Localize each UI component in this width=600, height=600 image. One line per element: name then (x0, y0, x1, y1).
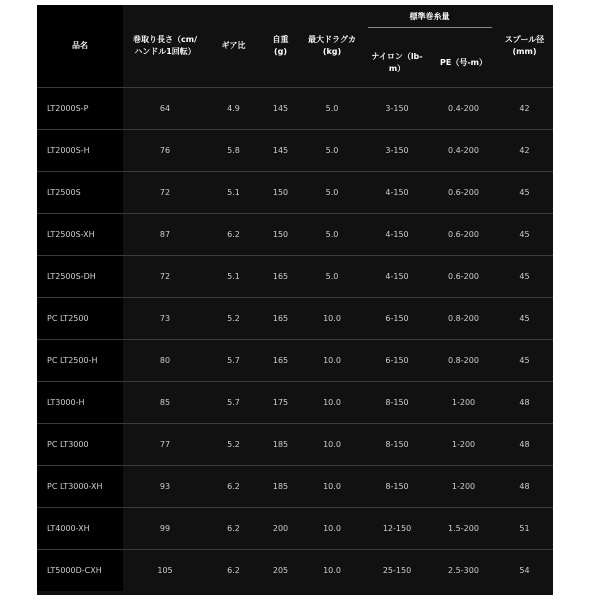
cell-gear: 5.1 (207, 256, 260, 298)
header-name: 品名 (37, 5, 123, 88)
cell-weight: 165 (260, 298, 301, 340)
cell-pe: 1-200 (431, 466, 496, 508)
cell-spool: 45 (496, 256, 553, 298)
table-row (37, 340, 553, 382)
cell-gear: 6.2 (207, 466, 260, 508)
cell-name: LT2000S-H (37, 130, 123, 172)
cell-weight: 150 (260, 172, 301, 214)
cell-weight: 145 (260, 88, 301, 130)
cell-pe: 0.4-200 (431, 88, 496, 130)
cell-drag: 10.0 (301, 298, 363, 340)
cell-weight: 205 (260, 550, 301, 592)
cell-drag: 10.0 (301, 550, 363, 592)
cell-gear: 6.2 (207, 214, 260, 256)
cell-drag: 10.0 (301, 340, 363, 382)
cell-nylon: 6-150 (363, 340, 431, 382)
cell-retrieve: 85 (123, 382, 207, 424)
cell-weight: 165 (260, 340, 301, 382)
cell-spool: 45 (496, 214, 553, 256)
cell-drag: 10.0 (301, 466, 363, 508)
cell-weight: 145 (260, 130, 301, 172)
table-row (37, 382, 553, 424)
cell-drag: 10.0 (301, 508, 363, 550)
header-divider (368, 27, 492, 28)
cell-spool: 42 (496, 88, 553, 130)
cell-spool: 45 (496, 298, 553, 340)
table-row (37, 214, 553, 256)
header-gear: ギア比 (221, 41, 246, 50)
cell-name: LT4000-XH (37, 508, 123, 550)
cell-gear: 5.2 (207, 298, 260, 340)
cell-weight: 165 (260, 256, 301, 298)
cell-name: PC LT3000-XH (37, 466, 123, 508)
cell-retrieve: 72 (123, 172, 207, 214)
cell-gear: 5.7 (207, 382, 260, 424)
cell-nylon: 6-150 (363, 298, 431, 340)
cell-pe: 0.6-200 (431, 214, 496, 256)
cell-spool: 48 (496, 382, 553, 424)
cell-nylon: 4-150 (363, 256, 431, 298)
cell-gear: 6.2 (207, 508, 260, 550)
cell-spool: 54 (496, 550, 553, 592)
table-row (37, 508, 553, 550)
cell-pe: 2.5-300 (431, 550, 496, 592)
cell-pe: 1-200 (431, 424, 496, 466)
cell-nylon: 8-150 (363, 382, 431, 424)
cell-drag: 5.0 (301, 130, 363, 172)
cell-weight: 185 (260, 424, 301, 466)
header-nylon (363, 33, 431, 88)
cell-drag: 10.0 (301, 382, 363, 424)
header-line-capacity (363, 5, 496, 33)
cell-name: LT2500S-XH (37, 214, 123, 256)
cell-name: PC LT2500-H (37, 340, 123, 382)
header-spool: スプール径 (mm) (504, 35, 545, 56)
cell-retrieve: 73 (123, 298, 207, 340)
cell-retrieve: 76 (123, 130, 207, 172)
cell-pe: 0.6-200 (431, 172, 496, 214)
table-row (37, 466, 553, 508)
cell-nylon: 3-150 (363, 130, 431, 172)
cell-retrieve: 64 (123, 88, 207, 130)
cell-nylon: 4-150 (363, 172, 431, 214)
table-row (37, 130, 553, 172)
cell-pe: 0.8-200 (431, 298, 496, 340)
cell-retrieve: 93 (123, 466, 207, 508)
header-retrieve (123, 5, 207, 88)
cell-spool: 42 (496, 130, 553, 172)
cell-weight: 185 (260, 466, 301, 508)
cell-name: LT2000S-P (37, 88, 123, 130)
cell-name: PC LT3000 (37, 424, 123, 466)
cell-nylon: 25-150 (363, 550, 431, 592)
cell-weight: 175 (260, 382, 301, 424)
cell-nylon: 8-150 (363, 466, 431, 508)
cell-retrieve: 87 (123, 214, 207, 256)
cell-spool: 48 (496, 424, 553, 466)
header-retrieve-label: 巻取り長さ（cm/ハンドル1回転） (133, 35, 197, 56)
cell-retrieve: 72 (123, 256, 207, 298)
cell-name: LT5000D-CXH (37, 550, 123, 592)
table-row (37, 550, 553, 592)
cell-gear: 5.8 (207, 130, 260, 172)
cell-name: PC LT2500 (37, 298, 123, 340)
cell-pe: 1-200 (431, 382, 496, 424)
cell-name: LT2500S (37, 172, 123, 214)
spec-table-panel (37, 5, 553, 595)
cell-spool: 45 (496, 340, 553, 382)
cell-drag: 5.0 (301, 256, 363, 298)
cell-name: LT3000-H (37, 382, 123, 424)
cell-spool: 51 (496, 508, 553, 550)
cell-nylon: 12-150 (363, 508, 431, 550)
header-row-top (37, 5, 553, 33)
table-row (37, 88, 553, 130)
cell-drag: 5.0 (301, 214, 363, 256)
cell-retrieve: 80 (123, 340, 207, 382)
cell-name: LT2500S-DH (37, 256, 123, 298)
cell-retrieve: 105 (123, 550, 207, 592)
cell-pe: 0.8-200 (431, 340, 496, 382)
header-weight: 自重 (g) (272, 35, 289, 56)
cell-spool: 45 (496, 172, 553, 214)
cell-gear: 6.2 (207, 550, 260, 592)
cell-weight: 200 (260, 508, 301, 550)
header-pe: PE（号-m） (440, 58, 487, 67)
spec-table-body (37, 88, 553, 592)
table-row (37, 298, 553, 340)
table-row (37, 424, 553, 466)
cell-gear: 5.2 (207, 424, 260, 466)
cell-gear: 5.1 (207, 172, 260, 214)
cell-retrieve: 99 (123, 508, 207, 550)
cell-nylon: 3-150 (363, 88, 431, 130)
spec-table (37, 5, 553, 591)
header-nylon-label: ナイロン（lb-m） (371, 52, 423, 73)
cell-pe: 0.4-200 (431, 130, 496, 172)
cell-nylon: 8-150 (363, 424, 431, 466)
cell-weight: 150 (260, 214, 301, 256)
cell-nylon: 4-150 (363, 214, 431, 256)
header-drag: 最大ドラグカ (kg) (308, 35, 356, 56)
cell-retrieve: 77 (123, 424, 207, 466)
header-line-capacity-label: 標準巻糸量 (409, 11, 450, 21)
cell-drag: 5.0 (301, 172, 363, 214)
cell-pe: 1.5-200 (431, 508, 496, 550)
cell-gear: 5.7 (207, 340, 260, 382)
cell-spool: 48 (496, 466, 553, 508)
cell-pe: 0.6-200 (431, 256, 496, 298)
cell-drag: 10.0 (301, 424, 363, 466)
table-row (37, 172, 553, 214)
cell-drag: 5.0 (301, 88, 363, 130)
table-row (37, 256, 553, 298)
cell-gear: 4.9 (207, 88, 260, 130)
